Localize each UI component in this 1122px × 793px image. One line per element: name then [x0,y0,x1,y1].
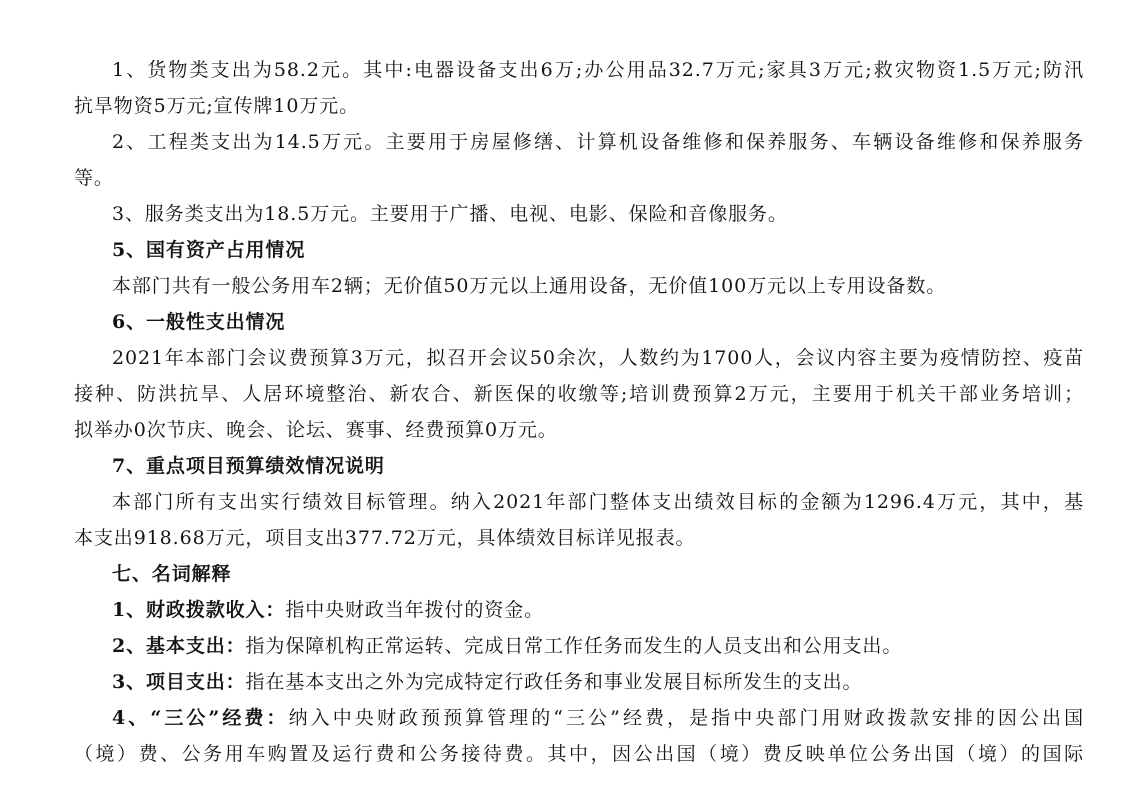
goods-expense-line-1: 1、货物类支出为58.2元。其中:电器设备支出6万;办公用品32.7万元;家具3万元;救灾物资1.5万元;防汛 [112,59,1084,81]
general-expenses-line-1: 2021年本部门会议费预算3万元，拟召开会议50余次，人数约为1700人，会议内容主要为疫情防控、疫苗 [112,347,1084,369]
definition-text: 纳入中央财政预预算管理的“三公”经费，是指中央部门用财政拨款安排的因公出国 [288,707,1084,729]
definition-term: 3、项目支出： [112,671,246,693]
engineering-expense-line-1: 2、工程类支出为14.5万元。主要用于房屋修缮、计算机设备维修和保养服务、车辆设备维修和保养服务 [112,131,1084,153]
service-expense-line: 3、服务类支出为18.5万元。主要用于广播、电视、电影、保险和音像服务。 [112,203,788,225]
general-expenses-line-2: 接种、防洪抗旱、人居环境整治、新农合、新医保的收缴等;培训费预算2万元，主要用于机关干部业务培训； [74,383,1084,405]
definition-three-public-expenses-line-2: （境）费、公务用车购置及运行费和公务接待费。其中，因公出国（境）费反映单位公务出国（境）的国际 [74,743,1084,765]
heading-key-projects: 7、重点项目预算绩效情况说明 [112,455,385,477]
definition-term: 4、“三公”经费： [112,707,289,729]
goods-expense-line-2: 抗旱物资5万元;宣传牌10万元。 [74,95,360,117]
definition-term: 2、基本支出： [112,635,246,657]
heading-glossary: 七、名词解释 [112,563,232,585]
heading-general-expenses: 6、一般性支出情况 [112,311,286,333]
general-expenses-line-3: 拟举办0次节庆、晚会、论坛、赛事、经费预算0万元。 [74,419,558,441]
key-projects-line-1: 本部门所有支出实行绩效目标管理。纳入2021年部门整体支出绩效目标的金额为1296.4万元，其中，基 [112,491,1084,513]
definition-text: 指在基本支出之外为完成特定行政任务和事业发展目标所发生的支出。 [245,671,863,693]
definition-project-expenditure [112,664,1084,700]
state-assets-line: 本部门共有一般公务用车2辆；无价值50万元以上通用设备，无价值100万元以上专用设备数。 [112,275,947,297]
definition-term: 1、财政拨款收入： [112,599,286,621]
definition-fiscal-appropriation [112,592,1084,628]
heading-state-assets: 5、国有资产占用情况 [112,239,306,261]
definition-basic-expenditure [112,628,1084,664]
engineering-expense-line-2: 等。 [74,167,114,189]
definition-three-public-expenses-line-1 [112,700,1084,736]
key-projects-line-2: 本支出918.68万元，项目支出377.72万元，具体绩效目标详见报表。 [74,527,696,549]
definition-text: 指为保障机构正常运转、完成日常工作任务而发生的人员支出和公用支出。 [245,635,903,657]
definition-text: 指中央财政当年拨付的资金。 [285,599,545,621]
